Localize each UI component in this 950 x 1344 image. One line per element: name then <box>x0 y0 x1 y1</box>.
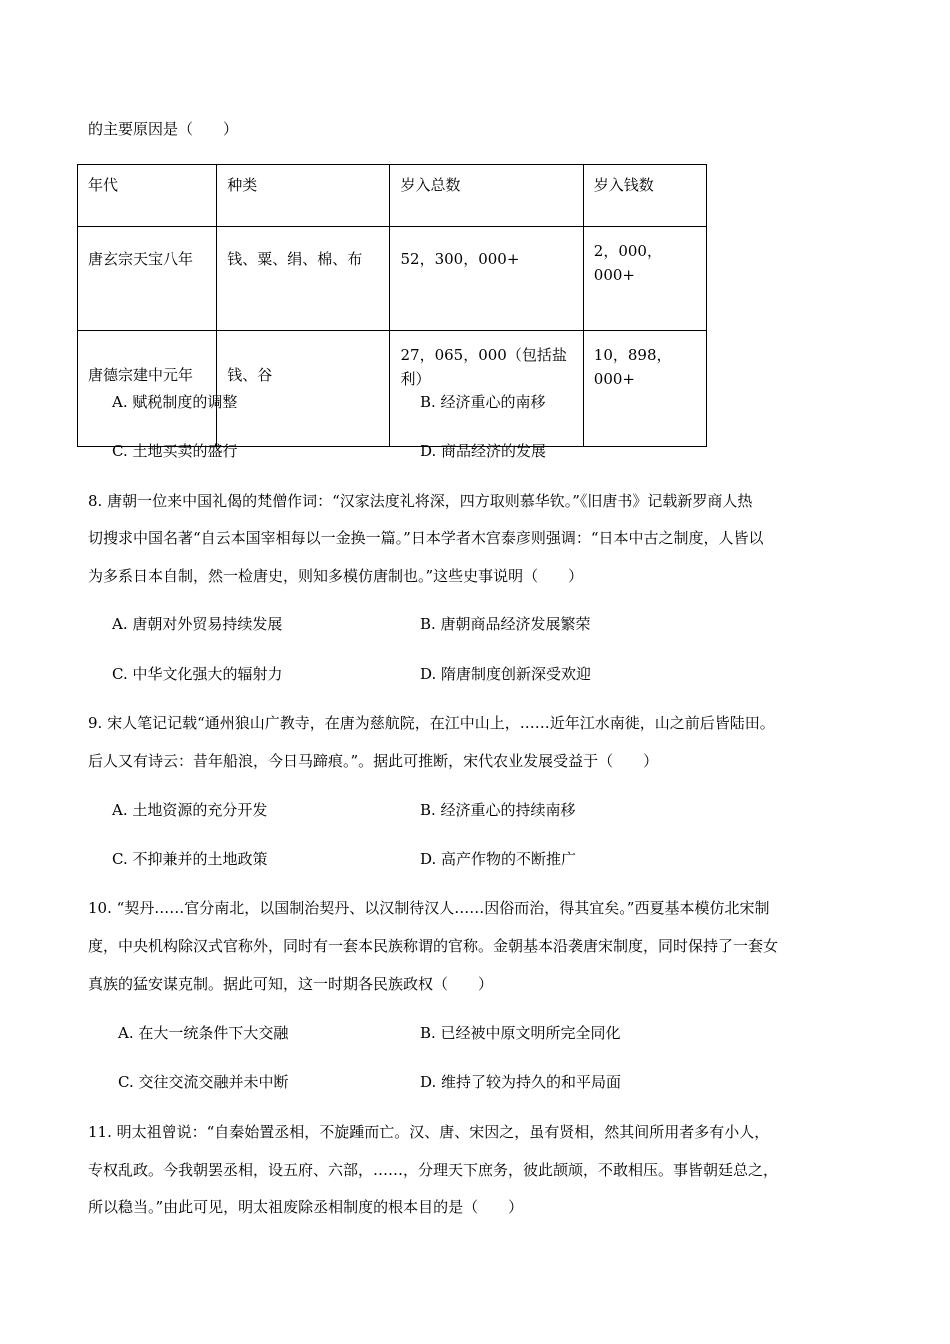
table-cell: 唐德宗建中元年 <box>78 331 217 447</box>
table-cell: 27，065，000（包括盐利） <box>390 331 583 447</box>
q9-option-b[interactable]: B. 经济重心的持续南移 <box>420 801 576 819</box>
table-cell: 2，000，000+ <box>583 227 706 331</box>
table-header-cell: 岁入总数 <box>390 165 583 227</box>
table-row <box>78 227 707 331</box>
q7-option-b[interactable]: B. 经济重心的南移 <box>420 393 546 411</box>
q10-option-d[interactable]: D. 维持了较为持久的和平局面 <box>420 1073 622 1091</box>
q10-option-c[interactable]: C. 交往交流交融并未中断 <box>118 1073 289 1091</box>
q11-stem-line: 11. 明太祖曾说：“自秦始置丞相，不旋踵而亡。汉、唐、宋因之，虽有贤相，然其间所用者多有小人， <box>88 1123 770 1141</box>
table-cell: 10，898，000+ <box>583 331 706 447</box>
q10-stem-line: 度，中央机构除汉式官称外，同时有一套本民族称谓的官称。金朝基本沿袭唐宋制度，同时保持了一套女 <box>88 937 779 955</box>
q10-stem-line: 真族的猛安谋克制。据此可知，这一时期各民族政权（ ） <box>88 975 494 993</box>
table-header-cell: 种类 <box>217 165 390 227</box>
question-7-stem-tail: 的主要原因是（ ） <box>88 120 239 138</box>
table-header-row <box>78 165 707 227</box>
q8-option-d[interactable]: D. 隋唐制度创新深受欢迎 <box>420 665 592 683</box>
q10-option-a[interactable]: A. 在大一统条件下大交融 <box>118 1024 289 1042</box>
table-cell: 唐玄宗天宝八年 <box>78 227 217 331</box>
q8-option-c[interactable]: C. 中华文化强大的辐射力 <box>112 665 283 683</box>
q11-stem-line: 所以稳当。”由此可见，明太祖废除丞相制度的根本目的是（ ） <box>88 1198 524 1216</box>
q10-option-b[interactable]: B. 已经被中原文明所完全同化 <box>420 1024 621 1042</box>
table-row <box>78 331 707 447</box>
q9-option-a[interactable]: A. 土地资源的充分开发 <box>112 801 268 819</box>
q7-option-a[interactable]: A. 赋税制度的调整 <box>112 393 238 411</box>
table-header-cell: 岁入钱数 <box>583 165 706 227</box>
q7-option-d[interactable]: D. 商品经济的发展 <box>420 442 547 460</box>
q9-stem-line: 9. 宋人笔记记载“通州狼山广教寺，在唐为慈航院，在江中山上，……近年江水南徙，山之前后皆陆田。 <box>88 714 775 732</box>
q9-option-d[interactable]: D. 高产作物的不断推广 <box>420 850 577 868</box>
table-header-cell: 年代 <box>78 165 217 227</box>
table-cell: 钱、谷 <box>217 331 390 447</box>
table-cell: 52，300，000+ <box>390 227 583 331</box>
q9-option-c[interactable]: C. 不抑兼并的土地政策 <box>112 850 268 868</box>
table-cell: 钱、粟、绢、棉、布 <box>217 227 390 331</box>
q8-stem-line: 为多系日本自制，然一检唐史，则知多模仿唐制也。”这些史事说明（ ） <box>88 567 584 585</box>
q8-option-a[interactable]: A. 唐朝对外贸易持续发展 <box>112 615 283 633</box>
q8-stem-line: 8. 唐朝一位来中国礼偈的梵僧作词：“汉家法度礼将深，四方取则慕华钦。”《旧唐书》记载新罗商人热 <box>88 492 753 510</box>
q10-stem-line: 10. “契丹……官分南北，以国制治契丹、以汉制待汉人……因俗而治，得其宜矣。”西夏基本模仿北宋制 <box>88 899 770 917</box>
q8-option-b[interactable]: B. 唐朝商品经济发展繁荣 <box>420 615 591 633</box>
q11-stem-line: 专权乱政。今我朝罢丞相，设五府、六部，……，分理天下庶务，彼此颉颃，不敢相压。事皆朝廷总之， <box>88 1161 779 1179</box>
q8-stem-line: 切搜求中国名著“自云本国宰相每以一金换一篇。”日本学者木宫泰彦则强调：“日本中古之制度，人皆以 <box>88 529 764 547</box>
q9-stem-line: 后人又有诗云：昔年船浪，今日马蹄痕。”。据此可推断，宋代农业发展受益于（ ） <box>88 752 659 770</box>
q7-option-c[interactable]: C. 土地买卖的盛行 <box>112 442 238 460</box>
